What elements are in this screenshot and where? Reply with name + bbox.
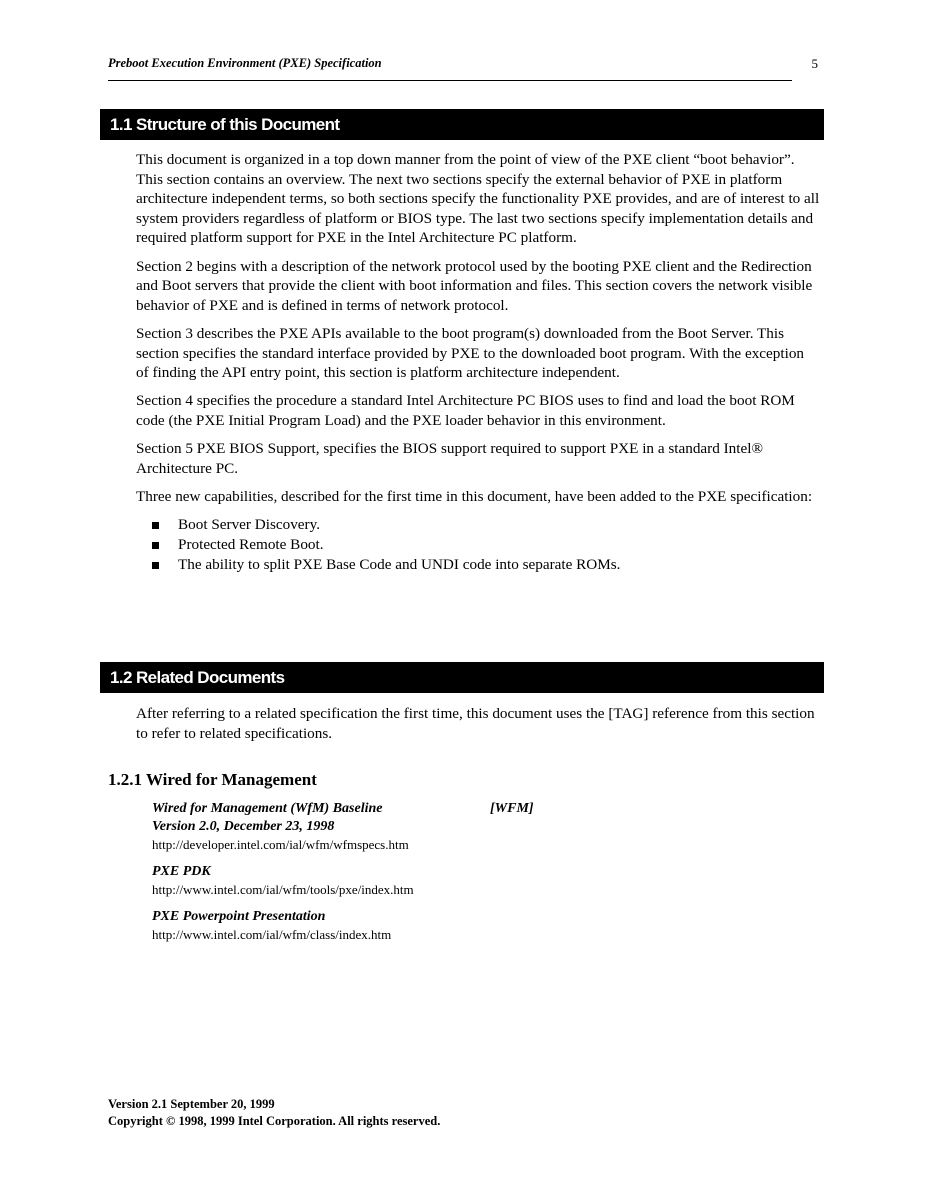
reference-version: Version 2.0, December 23, 1998 xyxy=(152,819,335,834)
paragraph: Section 5 PXE BIOS Support, specifies the BIOS support required to support PXE in a standard Intel® Architecture PC. xyxy=(136,440,763,477)
reference-url[interactable]: http://www.intel.com/ial/wfm/class/index.htm xyxy=(152,927,392,942)
document-title: Preboot Execution Environment (PXE) Specification xyxy=(108,56,382,70)
reference-tag: [WFM] xyxy=(490,801,534,816)
section-1-1-body xyxy=(136,150,820,575)
square-bullet-icon xyxy=(152,522,159,529)
list-item xyxy=(136,535,820,555)
reference-entry xyxy=(152,908,752,944)
section-1-1-heading: 1.1 Structure of this Document xyxy=(100,109,824,140)
paragraph: Three new capabilities, described for the first time in this document, have been added to the PXE specification: xyxy=(136,487,813,505)
reference-entry xyxy=(152,863,752,899)
list-item-text: Boot Server Discovery. xyxy=(178,516,320,534)
square-bullet-icon xyxy=(152,562,159,569)
reference-entry xyxy=(152,800,752,854)
square-bullet-icon xyxy=(152,542,159,549)
reference-name: PXE Powerpoint Presentation xyxy=(152,909,326,924)
paragraph: After referring to a related specification the first time, this document uses the [TAG] reference from this section to refer to related specifications. xyxy=(136,705,815,742)
section-1-2-body xyxy=(136,704,820,752)
reference-url[interactable]: http://developer.intel.com/ial/wfm/wfmspecs.htm xyxy=(152,837,409,852)
list-item-text: Protected Remote Boot. xyxy=(178,536,324,554)
section-1-2-1-heading: 1.2.1 Wired for Management xyxy=(108,770,317,789)
page-header xyxy=(108,54,818,81)
reference-list xyxy=(152,800,752,953)
list-item xyxy=(136,555,820,575)
list-item-text: The ability to split PXE Base Code and UNDI code into separate ROMs. xyxy=(178,556,621,574)
paragraph: Section 2 begins with a description of the network protocol used by the booting PXE client and the Redirection and Boot servers that provide the client with boot information and files. This section covers the network visible behavior of PXE and is defined in terms of network protocol. xyxy=(136,257,813,314)
paragraph: Section 3 describes the PXE APIs available to the boot program(s) downloaded from the Boot Server. This section specifies the standard interface provided by PXE to the downloaded boot program. With the exception of finding the API entry point, this section is platform architecture independent. xyxy=(136,324,805,382)
reference-url[interactable]: http://www.intel.com/ial/wfm/tools/pxe/index.htm xyxy=(152,882,414,897)
paragraph: Section 4 specifies the procedure a standard Intel Architecture PC BIOS uses to find and load the boot ROM code (the PXE Initial Program Load) and the PXE loader behavior in this environment. xyxy=(136,392,795,429)
paragraph: This document is organized in a top down manner from the point of view of the PXE client “boot behavior”. This section contains an overview. The next two sections specify the external behavior of PXE in platform architecture independent terms, so both sections specify the functionality PXE provides, and are of interest to all system providers regardless of platform or BIOS type. The last two sections specify implementation details and required platform support for PXE in the Intel Architecture PC platform. xyxy=(136,151,820,247)
section-1-2-heading: 1.2 Related Documents xyxy=(100,662,824,693)
list-item xyxy=(136,515,820,535)
page-number: 5 xyxy=(811,56,818,71)
copyright-line: Copyright © 1998, 1999 Intel Corporation. All rights reserved. xyxy=(108,1114,441,1128)
page-footer xyxy=(108,1096,440,1130)
version-line: Version 2.1 September 20, 1999 xyxy=(108,1097,275,1111)
reference-name: Wired for Management (WfM) Baseline xyxy=(152,801,383,816)
reference-name: PXE PDK xyxy=(152,864,211,879)
capabilities-list xyxy=(136,515,820,575)
